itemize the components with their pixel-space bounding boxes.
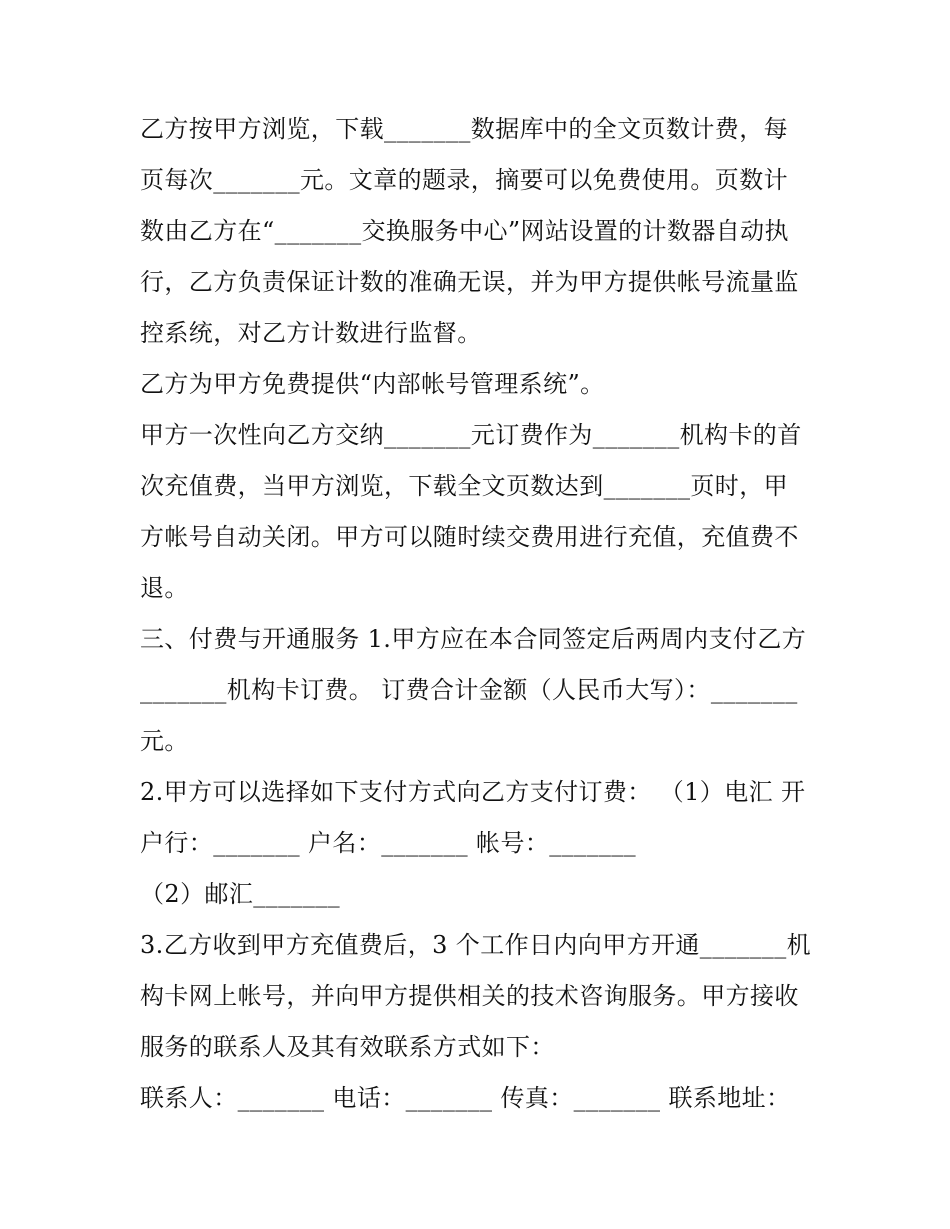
paragraph-payment-methods-wire: 2.甲方可以选择如下支付方式向乙方支付订费： （1）电汇 开户行：_______ 户名：_______ 帐号：_______ bbox=[140, 778, 806, 857]
contract-body bbox=[140, 104, 812, 1124]
paragraph-contact-details: 联系人：_______ 电话：_______ 传真：_______ 联系地址： bbox=[140, 1084, 791, 1112]
paragraph-initial-recharge: 甲方一次性向乙方交纳_______元订费作为_______机构卡的首次充值费，当甲方浏览，下载全文页数达到_______页时，甲方帐号自动关闭。甲方可以随时续交费用进行充值，充值费不退。 bbox=[140, 421, 802, 602]
paragraph-account-opening: 3.乙方收到甲方充值费后，3 个工作日内向甲方开通_______机构卡网上帐号，并向甲方提供相关的技术咨询服务。甲方接收服务的联系人及其有效联系方式如下： bbox=[140, 931, 811, 1061]
paragraph-account-management-system: 乙方为甲方免费提供“内部帐号管理系统”。 bbox=[140, 370, 605, 398]
paragraph-billing-by-page: 乙方按甲方浏览，下载_______数据库中的全文页数计费，每页每次_______元。文章的题录，摘要可以免费使用。页数计数由乙方在“_______交换服务中心”网站设置的计数器自动执行，乙方负责保证计数的准确无误，并为甲方提供帐号流量监控系统，对乙方计数进行监督。 bbox=[140, 115, 799, 347]
paragraph-payment-and-activation: 三、付费与开通服务 1.甲方应在本合同签定后两周内支付乙方_______机构卡订费。 订费合计金额（人民币大写）：_______元。 bbox=[140, 625, 807, 755]
paragraph-payment-methods-postal: （2）邮汇_______ bbox=[140, 880, 341, 908]
